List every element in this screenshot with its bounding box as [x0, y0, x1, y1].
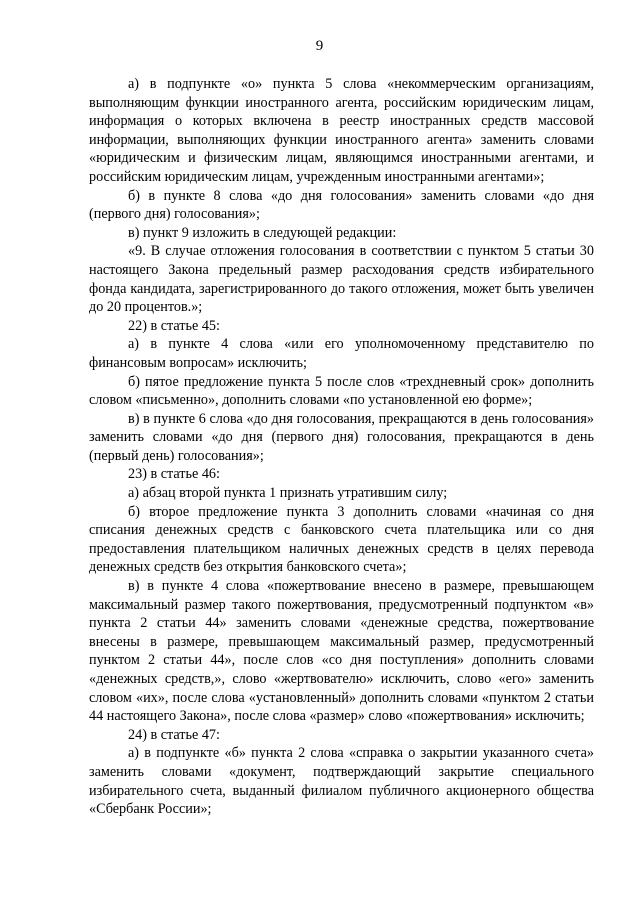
- paragraph-23c: в) в пункте 4 слова «пожертвование внесено в размере, превышающем максимальный размер такого пожертвования, предусмотренный подпунктом «в» пункта 2 статьи 44» заменить словами «денежные средства, пожертвование внесены в размере, превышающем максимальный размер, предусмотренный пунктом 2 статьи 44», после слов «со дня поступления» дополнить словами «денежных средств,», слово «жертвователю» исключить, слово «его» заменить словом «их», после слова «установленный» дополнить словами «пунктом 2 статьи 44 настоящего Закона», после слова «размер» слово «пожертвования» исключить;: [89, 578, 594, 725]
- paragraph-21b: б) в пункте 8 слова «до дня голосования» заменить словами «до дня (первого дня) голосования»;: [89, 187, 594, 223]
- paragraph-21c: в) пункт 9 изложить в следующей редакции:: [128, 224, 397, 241]
- page-number: 9: [315, 38, 324, 54]
- paragraph-23-heading: 23) в статье 46:: [128, 466, 220, 483]
- paragraph-23a: а) абзац второй пункта 1 признать утратившим силу;: [128, 485, 448, 502]
- paragraph-21a: а) в подпункте «о» пункта 5 слова «некоммерческим организациям, выполняющим функции иностранного агента, российским юридическим лицам, информация о которых включена в реестр иностранных средств массовой информации, выполняющих функции иностранного агента» заменить словами «юридическим и физическим лицам, являющимся иностранными агентами, и российским юридическим лицам, учрежденным иностранными агентами»;: [89, 76, 594, 185]
- paragraph-22c: в) в пункте 6 слова «до дня голосования, прекращаются в день голосования» заменить словами «до дня (первого дня) голосования, прекращаются в день (первый день) голосования»;: [89, 410, 594, 464]
- paragraph-24a: а) в подпункте «б» пункта 2 слова «справка о закрытии указанного счета» заменить словами «документ, подтверждающий закрытие специального избирательного счета, выданный филиалом публичного акционерного общества «Сбербанк России»;: [89, 745, 594, 818]
- paragraph-24-heading: 24) в статье 47:: [128, 726, 220, 743]
- document-body: [89, 75, 594, 819]
- paragraph-21c-text: «9. В случае отложения голосования в соответствии с пунктом 5 статьи 30 настоящего Закона предельный размер расходования средств избирательного фонда кандидата, зарегистрированного до такого отложения, может быть увеличен до 20 процентов.»;: [89, 243, 594, 316]
- paragraph-22-heading: 22) в статье 45:: [128, 317, 220, 334]
- paragraph-23b: б) второе предложение пункта 3 дополнить словами «начиная со дня списания денежных средств с банковского счета плательщика или со дня предоставления плательщиком наличных денежных средств в целях перевода денежных средств без открытия банковского счета»;: [89, 503, 594, 576]
- paragraph-22b: б) пятое предложение пункта 5 после слов «трехдневный срок» дополнить словом «письменно», дополнить словами «по установленной ею форме»;: [89, 373, 594, 409]
- paragraph-22a: а) в пункте 4 слова «или его уполномоченному представителю по финансовым вопросам» исключить;: [89, 336, 594, 371]
